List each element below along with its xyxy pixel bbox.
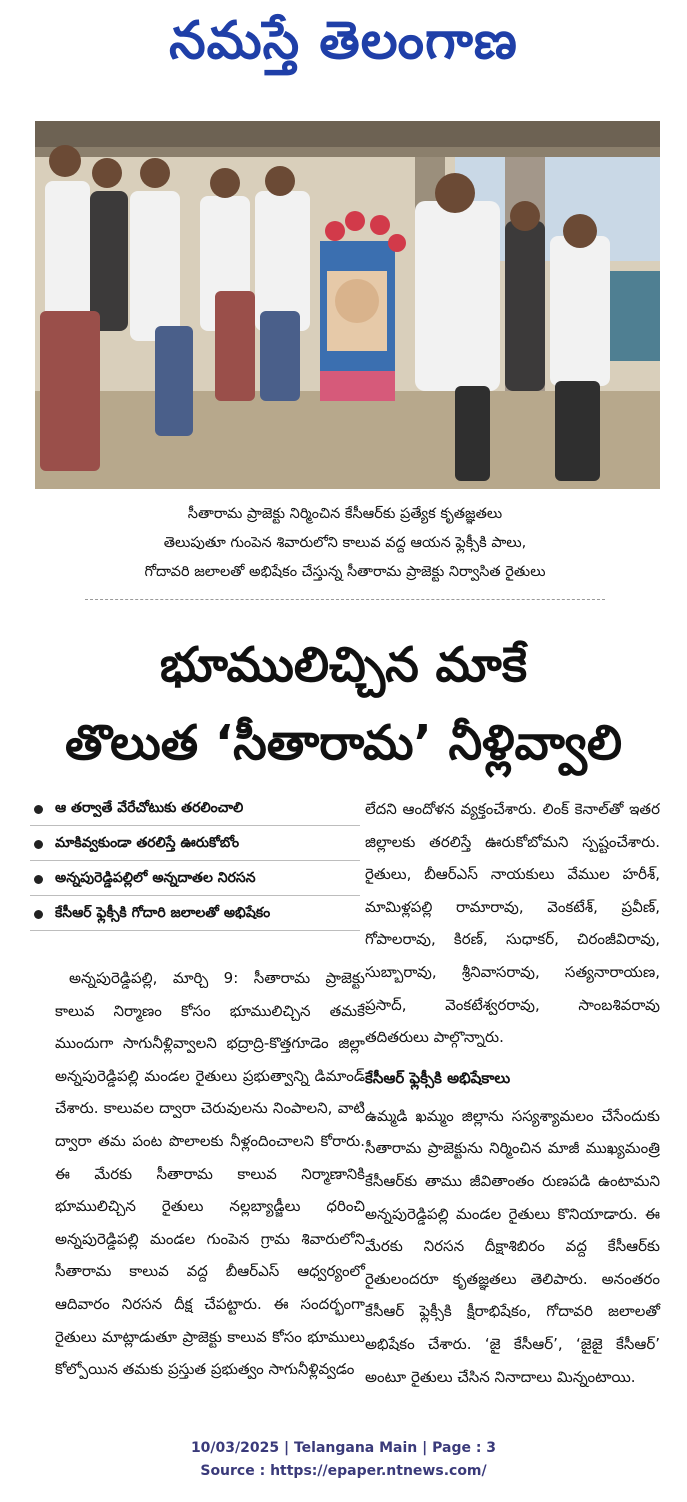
highlight-bullets <box>30 793 360 933</box>
bullet-dot-icon <box>34 805 43 814</box>
bullet-dot-icon <box>34 910 43 919</box>
caption-line: తెలుపుతూ గుంపెన శివారులోని కాలువ వద్ద ఆయన ఫ్లెక్సీకి పాలు, <box>163 535 527 551</box>
footer-date-line: 10/03/2025 | Telangana Main | Page : 3 <box>190 1440 497 1456</box>
bullet-text: ఆ తర్వాతే వేరేచోటుకు తరలించాలి <box>55 799 244 816</box>
caption-line: సీతారామ ప్రాజెక్టు నిర్మించిన కేసీఆర్‌కు ప్రత్యేక కృతజ్ఞతలు <box>187 506 503 522</box>
newspaper-logo: నమస్తే తెలంగాణ <box>169 11 518 71</box>
bullet-item <box>30 898 360 931</box>
bullet-dot-icon <box>34 875 43 884</box>
article-paragraph: అన్నపురెడ్డిపల్లి, మార్చి 9: సీతారామ ప్రాజెక్టు కాలువ నిర్మాణం కోసం భూములిచ్చిన తమకే ముందుగా సాగునీళ్లివ్వాలని భద్రాద్రి-కొత్తగూడెం జిల్లా అన్నపురెడ్డిపల్లి మండల రైతులు ప్రభుత్వాన్ని డిమాండ్ చేశారు. కాలువల ద్వారా చెరువులను నింపాలని, వాటి ద్వారా తమ పంట పొలాలకు నీళ్లందించాలని కోరారు. ఈ మేరకు సీతారామ కాలువ నిర్మాణానికి భూములిచ్చిన రైతులు నల్లబ్యాడ్జీలు ధరించి అన్నపురెడ్డిపల్లి మండల గుంపెన గ్రామ శివారులోని సీతారామ కాలువ వద్ద బీఆర్ఎస్ ఆధ్వర్యంలో ఆదివారం నిరసన దీక్ష చేపట్టారు. ఈ సందర్భంగా రైతులు మాట్లాడుతూ ప్రాజెక్టు కాలువ కోసం భూములు కోల్పోయిన తమకు ప్రస్తుత ప్రభుత్వం సాగునీళ్లివ్వడం <box>55 969 365 1379</box>
article-column-left <box>55 962 365 1386</box>
headline-line-2: తొలుత ‘సీతారామ’ నీళ్లివ్వాలి <box>64 715 623 771</box>
caption-line: గోదావరి జలాలతో అభిషేకం చేస్తున్న సీతారామ ప్రాజెక్టు నిర్వాసిత రైతులు <box>144 564 546 580</box>
bullet-text: అన్నపురెడ్డిపల్లిలో అన్నదాతల నిరసన <box>55 869 256 886</box>
article-subheading: కేసీఆర్ ఫ్లెక్సీకి అభిషేకాలు <box>365 1068 511 1087</box>
article-paragraph: లేదని ఆందోళన వ్యక్తంచేశారు. లింక్ కెనాల్‌తో ఇతర జిల్లాలకు తరలిస్తే ఊరుకోబోమని స్పష్టంచేశారు. రైతులు, బీఆర్ఎస్ నాయకులు వేముల హరీశ్, మామిళ్లపల్లి రామారావు, వెంకటేశ్, ప్రవీణ్, గోపాలరావు, కిరణ్, సుధాకర్, చిరంజీవిరావు, సుబ్బారావు, శ్రీనివాసరావు, సత్యనారాయణ, ప్రసాద్, వెంకటేశ్వరరావు, సాంబశివరావు తదితరులు పాల్గొన్నారు. <box>365 800 660 1047</box>
bullet-text: మాకివ్వకుండా తరలిస్తే ఊరుకోబోం <box>55 834 240 851</box>
photo-caption <box>30 500 660 587</box>
bullet-item <box>30 828 360 861</box>
bullet-item <box>30 863 360 896</box>
article-paragraph: ఉమ్మడి ఖమ్మం జిల్లాను సస్యశ్యామలం చేసేందుకు సీతారామ ప్రాజెక్టును నిర్మించిన మాజీ ముఖ్యమంత్రి కేసీఆర్‌కు తాము జీవితాంతం రుణపడి ఉంటామని అన్నపురెడ్డిపల్లి మండల రైతులు కొనియాడారు. ఈ మేరకు నిరసన దీక్షాశిబిరం వద్ద కేసీఆర్‌కు రైతులందరూ కృతజ్ఞతలు తెలిపారు. అనంతరం కేసీఆర్ ఫ్లెక్సీకి క్షీరాభిషేకం, గోదావరి జలాలతో అభిషేకం చేశారు. ‘జై కేసీఆర్’, ‘జైజై కేసీఆర్’ అంటూ రైతులు చేసిన నినాదాలు మిన్నంటాయి. <box>365 1106 660 1386</box>
caption-divider <box>85 599 605 600</box>
footer-source-line: Source : https://epaper.ntnews.com/ <box>200 1463 487 1479</box>
news-photo <box>35 121 660 489</box>
bullet-dot-icon <box>34 840 43 849</box>
masthead <box>0 6 687 78</box>
bullet-text: కేసీఆర్ ఫ్లెక్సీకి గోదారి జలాలతో అభిషేకం <box>55 904 271 921</box>
bullet-item <box>30 793 360 826</box>
headline-line-1: భూములిచ్చిన మాకే <box>159 637 528 693</box>
article-column-right <box>365 793 660 1393</box>
